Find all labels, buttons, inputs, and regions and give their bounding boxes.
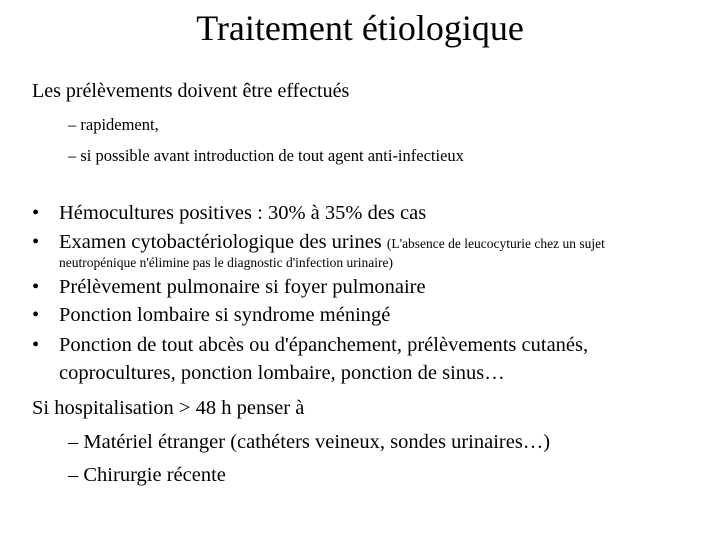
intro-text: Les prélèvements doivent être effectués bbox=[32, 80, 350, 102]
bullet-urine-exam bbox=[32, 229, 605, 257]
bullet-lumbar-puncture bbox=[32, 302, 390, 328]
bullet-text: Prélèvement pulmonaire si foyer pulmonaire bbox=[59, 276, 426, 298]
hospital-item-foreign-material: – Matériel étranger (cathéters veineux, sondes urinaires…) bbox=[68, 431, 551, 453]
hospital-item-recent-surgery: – Chirurgie récente bbox=[68, 464, 226, 486]
bullet-text: Examen cytobactériologique des urines bbox=[59, 231, 382, 253]
hospitalisation-text: Si hospitalisation > 48 h penser à bbox=[32, 397, 305, 419]
bullet-blood-cultures bbox=[32, 200, 426, 226]
bullet-text: Ponction de tout abcès ou d'épanchement, prélèvements cutanés, bbox=[59, 334, 589, 356]
bullet-dot: • bbox=[32, 231, 40, 253]
bullet-abscess-continuation: coprocultures, ponction lombaire, ponction de sinus… bbox=[59, 362, 505, 384]
intro-item-before-antiinfective: – si possible avant introduction de tout agent anti-infectieux bbox=[68, 146, 464, 165]
bullet-dot: • bbox=[32, 334, 40, 356]
bullet-dot: • bbox=[32, 202, 40, 224]
page-title: Traitement étiologique bbox=[196, 8, 524, 48]
bullet-note-continuation: neutropénique n'élimine pas le diagnostic d'infection urinaire) bbox=[59, 255, 394, 270]
bullet-text: Ponction lombaire si syndrome méningé bbox=[59, 304, 391, 326]
bullet-dot: • bbox=[32, 276, 40, 298]
bullet-note: (L'absence de leucocyturie chez un sujet bbox=[386, 236, 605, 251]
intro-item-rapidly: – rapidement, bbox=[68, 115, 159, 134]
bullet-pulmonary bbox=[32, 274, 426, 300]
bullet-abscess-puncture bbox=[32, 332, 588, 358]
bullet-dot: • bbox=[32, 304, 40, 326]
bullet-text: Hémocultures positives : 30% à 35% des cas bbox=[59, 202, 427, 224]
